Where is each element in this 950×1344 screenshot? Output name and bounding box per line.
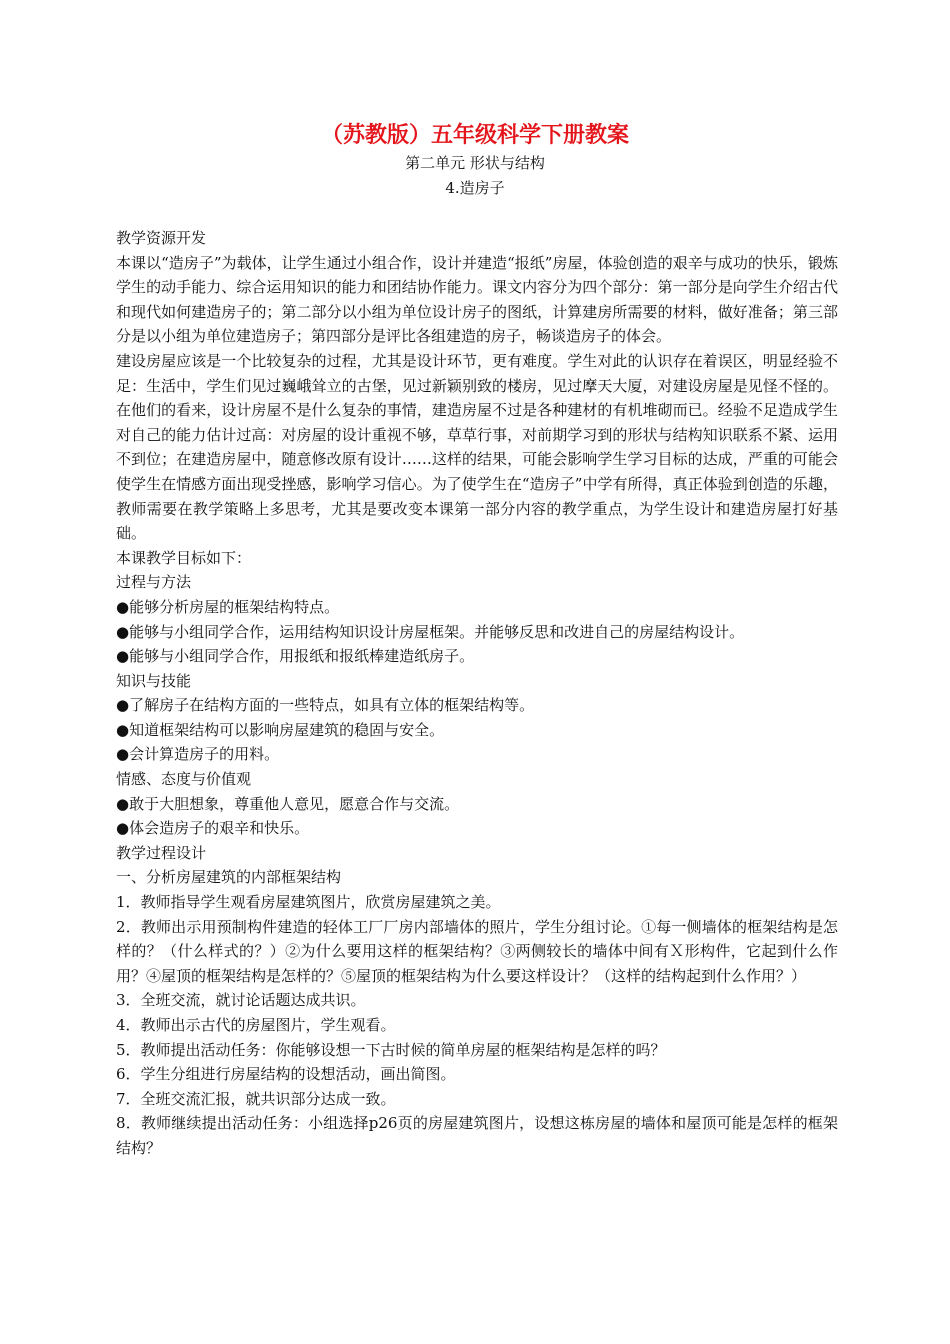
document-body [116, 226, 838, 1161]
bullet-item: ●知道框架结构可以影响房屋建筑的稳固与安全。 [116, 720, 445, 739]
subsection-heading: 一、分析房屋建筑的内部框架结构 [116, 868, 342, 887]
bullet-item: ●敢于大胆想象，尊重他人意见，愿意合作与交流。 [116, 794, 460, 813]
bullet-item: ●了解房子在结构方面的一些特点，如具有立体的框架结构等。 [116, 696, 535, 715]
numbered-item: 7．全班交流汇报，就共识部分达成一致。 [116, 1089, 396, 1108]
numbered-item: 1．教师指导学生观看房屋建筑图片，欣赏房屋建筑之美。 [116, 893, 501, 912]
numbered-item: 3．全班交流，就讨论话题达成共识。 [116, 991, 366, 1010]
numbered-item: 4．教师出示古代的房屋图片，学生观看。 [116, 1016, 396, 1034]
bullet-item: ●会计算造房子的用料。 [116, 745, 280, 764]
numbered-item: 5．教师提出活动任务：你能够设想一下古时候的简单房屋的框架结构是怎样的吗？ [116, 1040, 666, 1059]
paragraph-goals-intro: 本课教学目标如下： [116, 548, 252, 567]
unit-heading: 第二单元 形状与结构 [405, 154, 545, 172]
bullet-item: ●能够分析房屋的框架结构特点。 [116, 597, 340, 616]
numbered-item: 8．教师继续提出活动任务：小组选择p26页的房屋建筑图片，设想这栋房屋的墙体和屋顶可能是怎样的框架结构？ [116, 1114, 838, 1157]
bullet-item: ●能够与小组同学合作，运用结构知识设计房屋框架。并能够反思和改进自己的房屋结构设计。 [116, 622, 745, 641]
document-title: （苏教版）五年级科学下册教案 [320, 122, 629, 148]
section-heading-knowledge-skills: 知识与技能 [116, 671, 192, 690]
section-heading-resources: 教学资源开发 [116, 229, 207, 247]
paragraph-intro: 本课以“造房子”为载体，让学生通过小组合作，设计并建造“报纸”房屋，体验创造的艰辛与成功的快乐，锻炼学生的动手能力、综合运用知识的能力和团结协作能力。课文内容分为四个部分：第一部分是向学生介绍古代和现代如何建造房子的；第二部分以小组为单位设计房子的图纸，计算建房所需要的材料，做好准备；第三部分是以小组为单位建造房子；第四部分是评比各组建造的房子，畅谈造房子的体会。 [116, 253, 838, 346]
bullet-item: ●体会造房子的艰辛和快乐。 [116, 819, 310, 838]
lesson-heading: 4.造房子 [445, 179, 505, 197]
paragraph-analysis: 建设房屋应该是一个比较复杂的过程，尤其是设计环节，更有难度。学生对此的认识存在着误区，明显经验不足：生活中，学生们见过巍峨耸立的古堡，见过新颖别致的楼房，见过摩天大厦，对建设房屋是见怪不怪的。在他们的看来，设计房屋不是什么复杂的事情，建造房屋不过是各种建材的有机堆砌而已。经验不足造成学生对自己的能力估计过高：对房屋的设计重视不够，草草行事，对前期学习到的形状与结构知识联系不紧、运用不到位；在建造房屋中，随意修改原有设计……这样的结果，可能会影响学生学习目标的达成，严重的可能会使学生在情感方面出现受挫感，影响学习信心。为了使学生在“造房子”中学有所得，真正体验到创造的乐趣，教师需要在教学策略上多思考，尤其是要改变本课第一部分内容的教学重点，为学生设计和建造房屋打好基础。 [116, 351, 838, 543]
bullet-item: ●能够与小组同学合作，用报纸和报纸棒建造纸房子。 [116, 647, 475, 666]
numbered-item: 6．学生分组进行房屋结构的设想活动，画出简图。 [116, 1065, 456, 1084]
section-heading-teaching-process: 教学过程设计 [116, 843, 207, 862]
section-heading-emotion-values: 情感、态度与价值观 [116, 770, 252, 789]
section-heading-process-method: 过程与方法 [116, 573, 192, 592]
numbered-item: 2．教师出示用预制构件建造的轻体工厂厂房内部墙体的照片，学生分组讨论。①每一侧墙体的框架结构是怎样的？（什么样式的？）②为什么要用这样的框架结构？③两侧较长的墙体中间有Ｘ形构件，它起到什么作用？④屋顶的框架结构是怎样的？⑤屋顶的框架结构为什么要这样设计？（这样的结构起到什么作用？） [116, 917, 838, 985]
